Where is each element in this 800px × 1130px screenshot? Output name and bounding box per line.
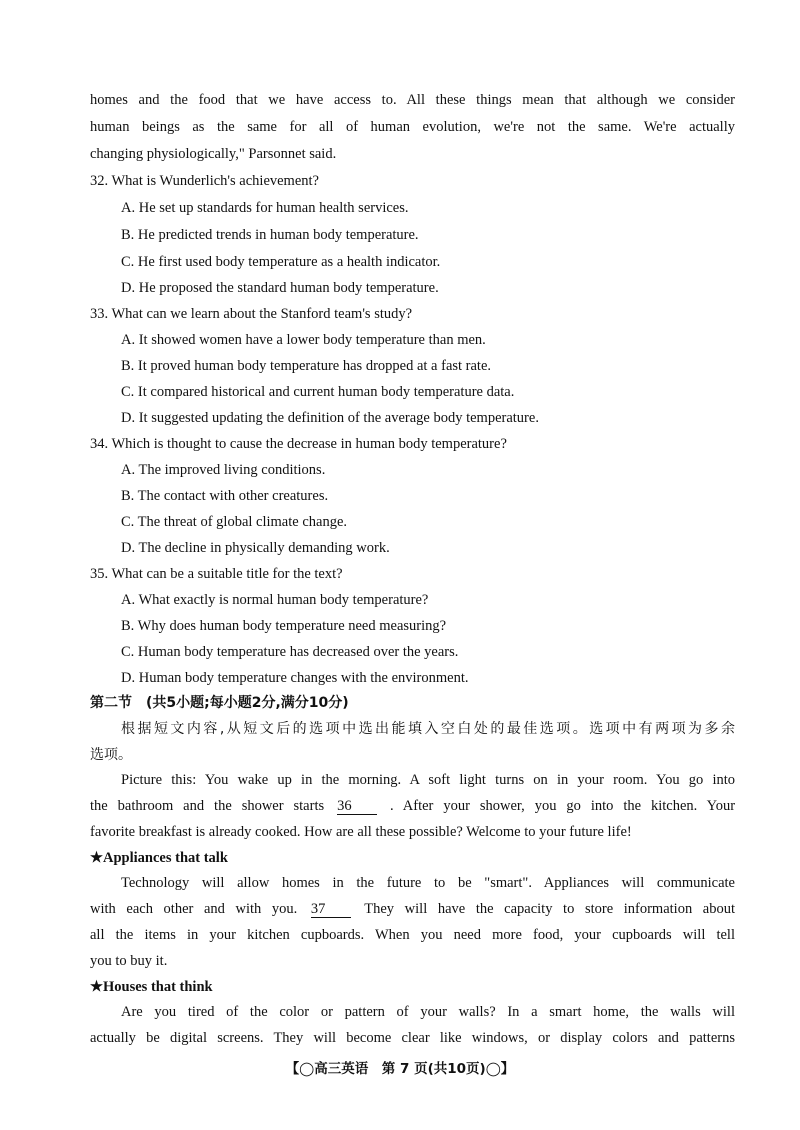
cloze-text: They will have the capacity to store information about [364,901,736,917]
cloze-paragraph-3-line-1: Are you tired of the color or pattern of your walls? In a smart home, the walls will [121,1004,735,1020]
cloze-text: . After your shower, you go into the kitchen. Your [390,798,736,814]
question-35-option-b: B. Why does human body temperature need measuring? [121,618,447,634]
cloze-paragraph-1-line-3: favorite breakfast is already cooked. How are all these possible? Welcome to your future life! [90,824,632,840]
question-34-option-d: D. The decline in physically demanding work. [121,540,390,556]
question-34-option-a: A. The improved living conditions. [121,462,326,478]
question-32-stem: 32. What is Wunderlich's achievement? [90,173,319,189]
section-2-heading: 第二节 (共5小题;每小题2分,满分10分) [90,695,349,711]
question-33-option-d: D. It suggested updating the definition of the average body temperature. [121,410,539,426]
question-33-stem: 33. What can we learn about the Stanford team's study? [90,306,413,322]
cloze-paragraph-2-line-4: you to buy it. [90,953,168,969]
passage-line-2: human beings as the same for all of human evolution, we're not the same. We're actually [90,119,735,135]
question-32-option-d: D. He proposed the standard human body temperature. [121,280,439,296]
question-33-option-a: A. It showed women have a lower body temperature than men. [121,332,486,348]
question-35-option-d: D. Human body temperature changes with the environment. [121,670,469,686]
question-34-option-b: B. The contact with other creatures. [121,488,329,504]
cloze-paragraph-2-line-3: all the items in your kitchen cupboards. When you need more food, your cupboards will tell [90,927,735,943]
question-35-option-c: C. Human body temperature has decreased over the years. [121,644,459,660]
question-35-stem: 35. What can be a suitable title for the text? [90,566,343,582]
cloze-text: the bathroom and the shower starts [90,798,325,814]
question-34-option-c: C. The threat of global climate change. [121,514,348,530]
question-35-option-a: A. What exactly is normal human body temperature? [121,592,429,608]
cloze-paragraph-2-line-2 [90,899,735,919]
question-32-option-b: B. He predicted trends in human body temperature. [121,227,419,243]
question-32-option-a: A. He set up standards for human health services. [121,200,409,216]
passage-line-3: changing physiologically," Parsonnet said. [90,146,337,162]
cloze-paragraph-1-line-2 [90,796,735,816]
question-32-option-c: C. He first used body temperature as a health indicator. [121,254,441,270]
question-33-option-c: C. It compared historical and current human body temperature data. [121,384,515,400]
section-2-instructions-end: 选项。 [90,747,132,763]
cloze-text: with each other and with you. [90,901,298,917]
blank-36[interactable]: 36 [337,798,377,815]
question-34-stem: 34. Which is thought to cause the decrease in human body temperature? [90,436,507,452]
passage-line-1: homes and the food that we have access to. All these things mean that although we consider [90,92,735,108]
section-2-instructions: 根据短文内容,从短文后的选项中选出能填入空白处的最佳选项。选项中有两项为多余 [121,721,735,737]
cloze-paragraph-2-line-1: Technology will allow homes in the future to be "smart". Appliances will communicate [121,875,735,891]
blank-37[interactable]: 37 [311,901,351,918]
subheading-houses: ★Houses that think [90,979,213,995]
question-33-option-b: B. It proved human body temperature has dropped at a fast rate. [121,358,492,374]
page-footer: 【◯高三英语 第 7 页(共10页)◯】 [285,1061,515,1077]
cloze-paragraph-1-line-1: Picture this: You wake up in the morning. A soft light turns on in your room. You go into [121,772,735,788]
subheading-appliances: ★Appliances that talk [90,850,228,866]
cloze-paragraph-3-line-2: actually be digital screens. They will become clear like windows, or display colors and patterns [90,1030,735,1046]
